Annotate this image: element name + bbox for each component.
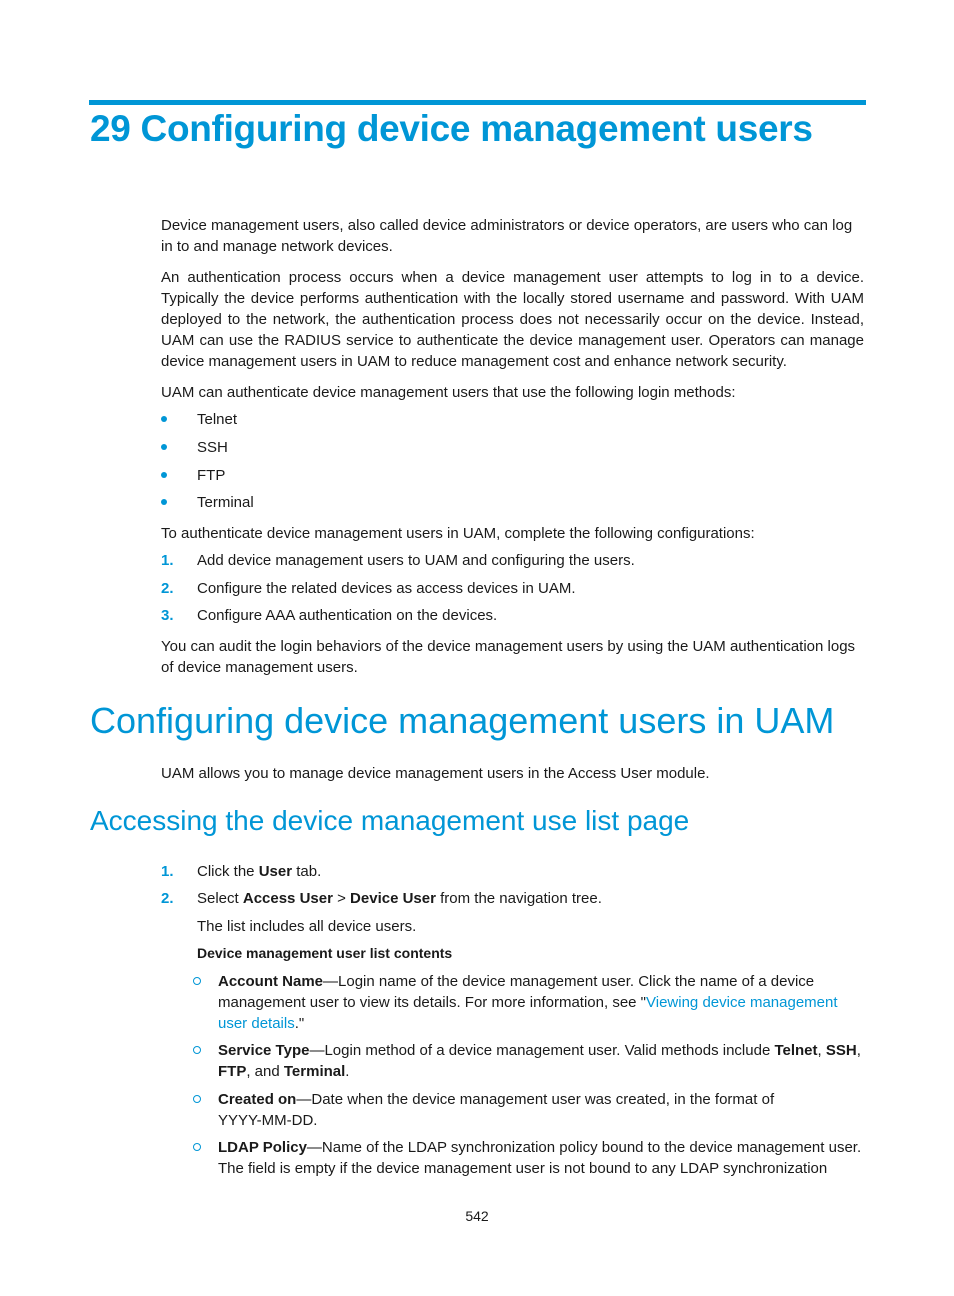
viewing-details-link[interactable]: Viewing device management user details [218, 994, 838, 1032]
chapter-rule [89, 100, 866, 105]
contents-heading: Device management user list contents [197, 945, 453, 961]
bullet-icon [161, 472, 167, 478]
bullet-icon [161, 444, 167, 450]
hollow-bullet-icon [193, 1095, 201, 1103]
bullet-icon [161, 416, 167, 422]
chapter-title: 29 Configuring device management users [90, 108, 813, 149]
intro-paragraph-5: You can audit the login behaviors of the device management users by using the UAM authentication logs of device management users. [161, 638, 856, 676]
hollow-bullet-icon [193, 977, 201, 985]
intro-paragraph-1: Device management users, also called device administrators or device operators, are users who can log in to and manage network devices. [161, 217, 853, 255]
hollow-bullet-icon [193, 1046, 201, 1054]
intro-paragraph-2: An authentication process occurs when a device management user attempts to log in to a device. Typically the device performs authentication with the locally stored username and password. With UAM deployed to the network, the authentication process does not necessarily occur on the device. Instead, UAM can use the RADIUS service to authenticate the device management user. Operators can manage device management users in UAM to reduce management cost and enhance network security. [161, 269, 864, 370]
section-paragraph: UAM allows you to manage device management users in the Access User module. [161, 765, 710, 782]
section-title: Configuring device management users in UAM [90, 700, 835, 741]
bullet-icon [161, 499, 167, 505]
intro-paragraph-4: To authenticate device management users in UAM, complete the following configurations: [161, 525, 755, 542]
page-number: 542 [465, 1208, 489, 1224]
intro-paragraph-3: UAM can authenticate device management users that use the following login methods: [161, 384, 736, 401]
subsection-title: Accessing the device management use list page [90, 805, 690, 836]
list-note: The list includes all device users. [197, 918, 417, 935]
hollow-bullet-icon [193, 1143, 201, 1151]
